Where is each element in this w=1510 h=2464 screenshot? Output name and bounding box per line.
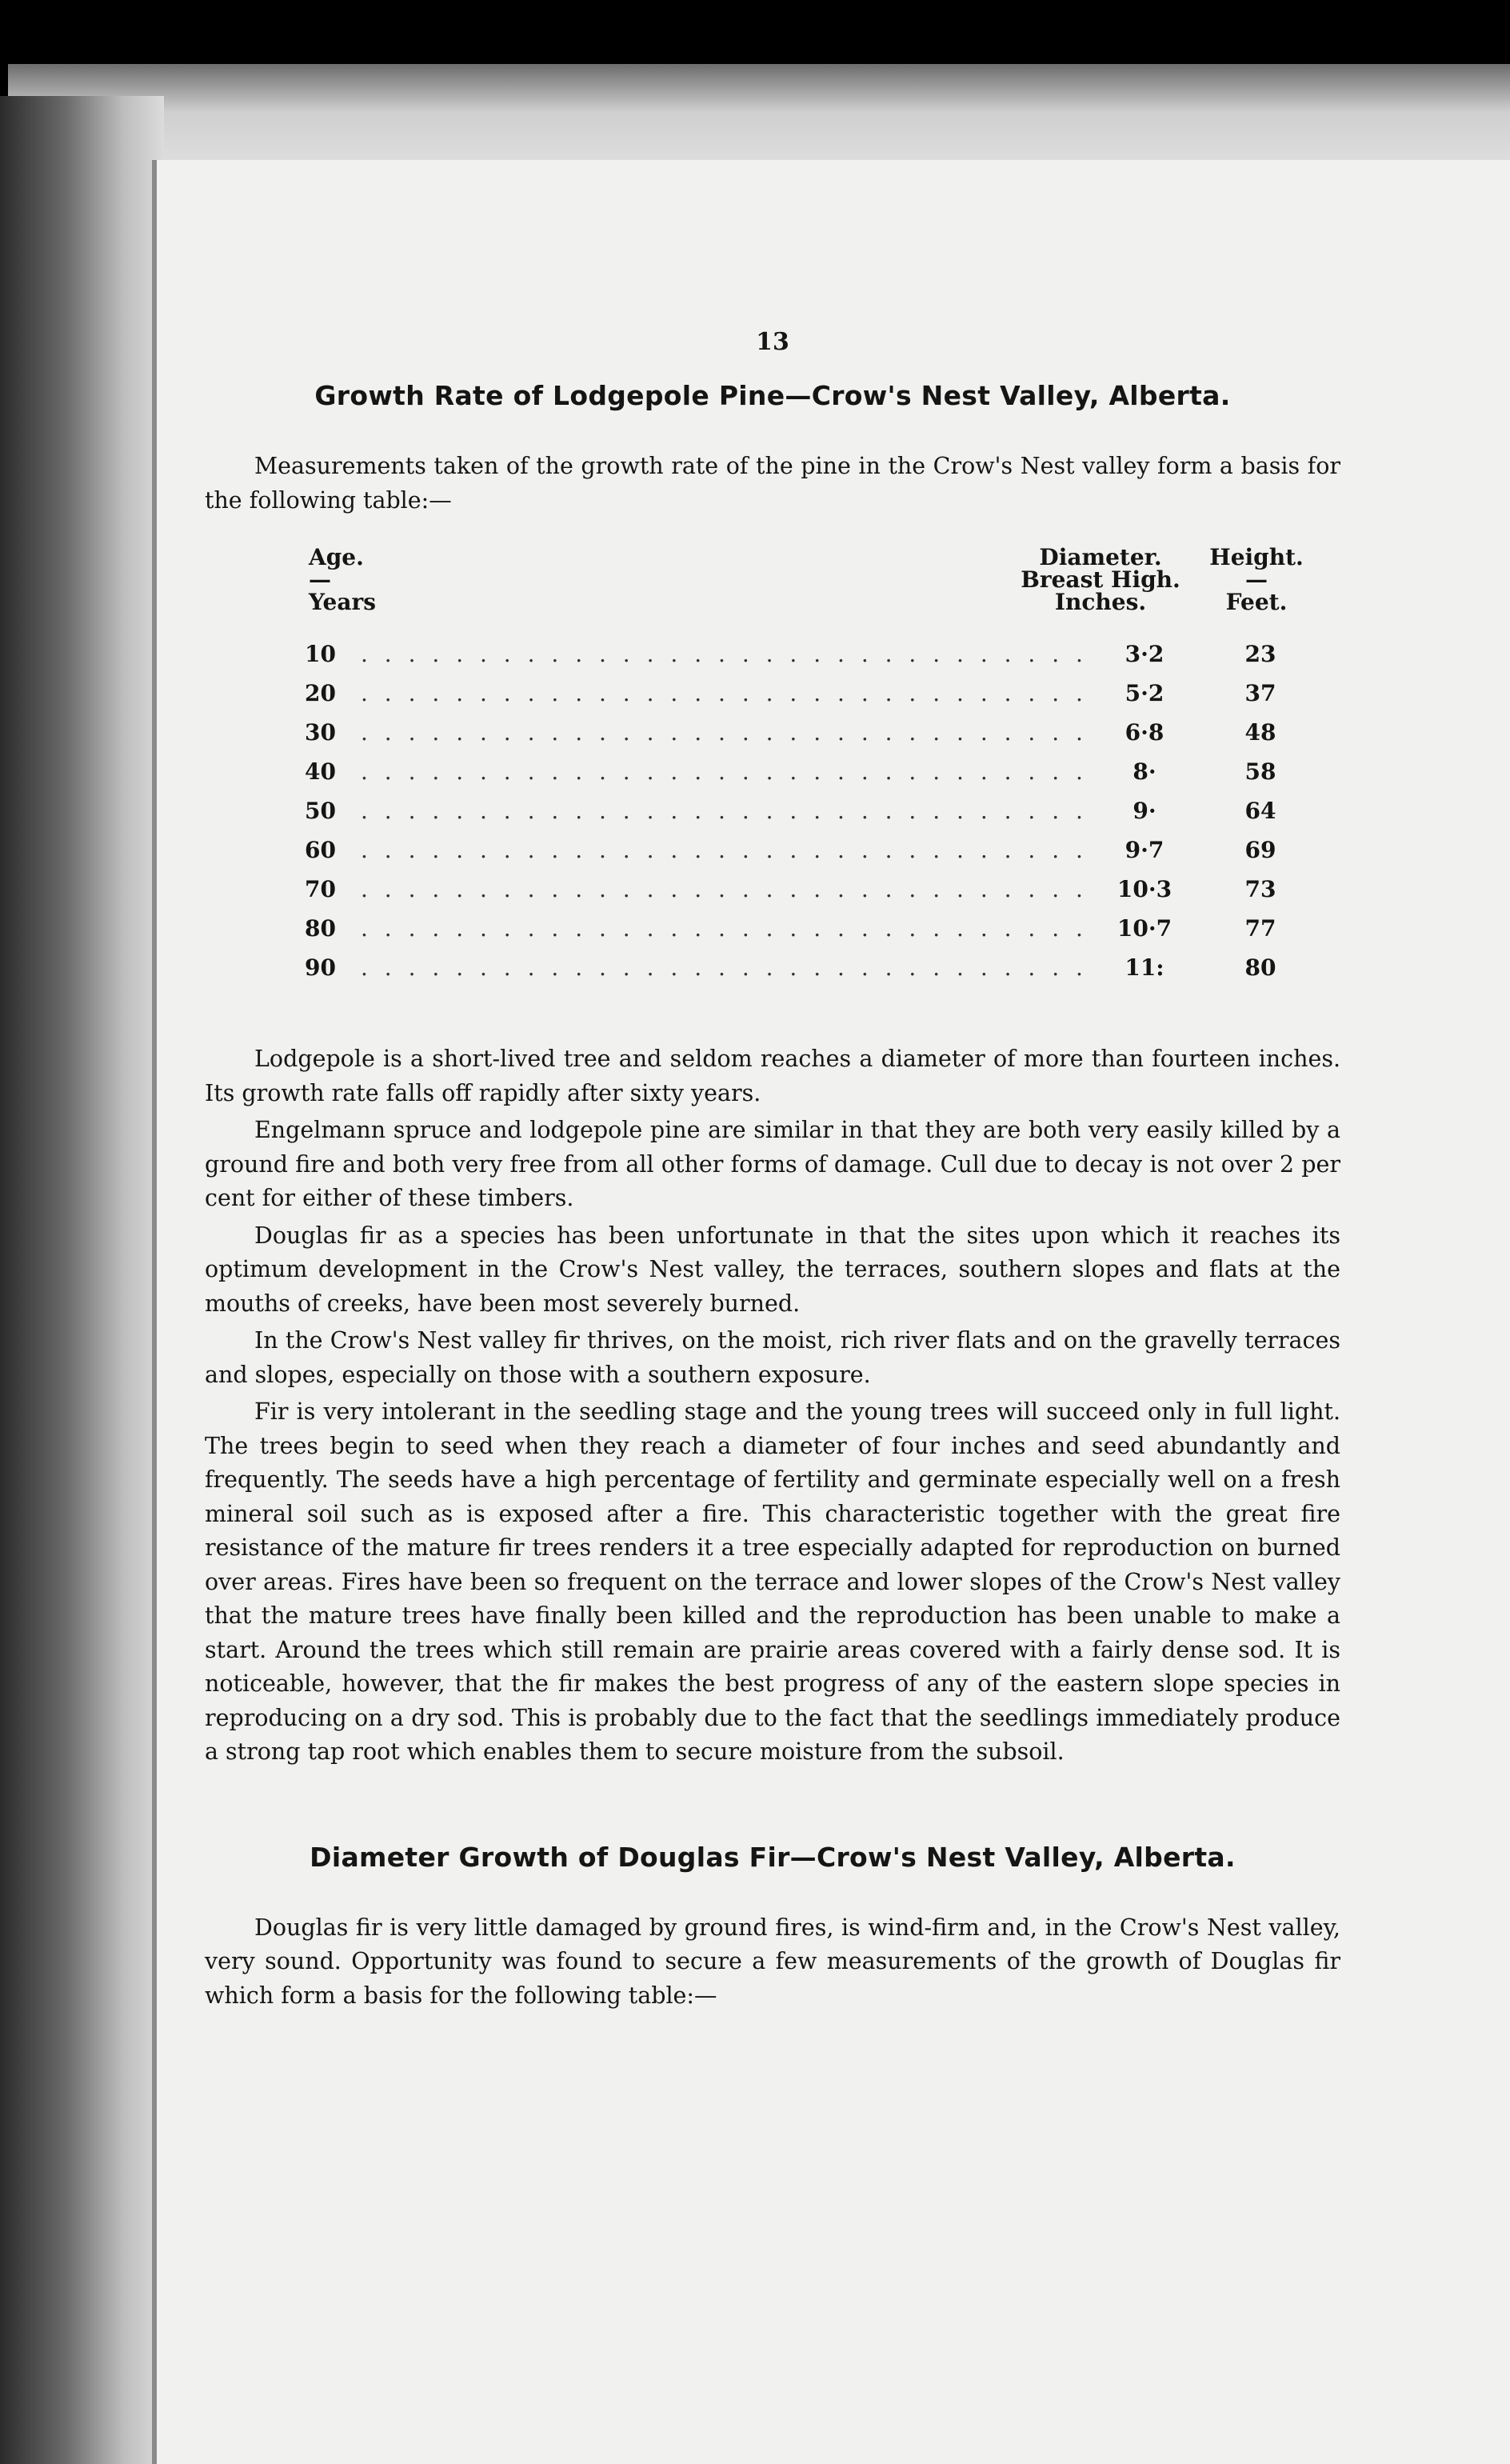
page-number: 13 — [756, 328, 789, 356]
cell-diameter: 9·7 — [1125, 837, 1164, 863]
table-row — [305, 791, 1328, 830]
header-age-label: Age. — [309, 544, 364, 570]
cell-diameter: 5·2 — [1125, 680, 1164, 706]
section-title-lodgepole: Growth Rate of Lodgepole Pine—Crow's Nest Valley, Alberta. — [314, 380, 1231, 411]
body-paragraph: Douglas fir as a species has been unfortunate in that the sites upon which it reaches its optimum development in the Crow's Nest valley, the terraces, southern slopes and flats at the mouths of creeks, have been most severely burned. — [205, 1222, 1340, 1317]
header-diameter-unit: Inches. — [1054, 589, 1147, 615]
cell-height: 73 — [1244, 876, 1276, 902]
table-row — [305, 948, 1328, 987]
cell-height: 23 — [1244, 641, 1276, 667]
table-row — [305, 909, 1328, 948]
cell-age: 40 — [305, 758, 336, 785]
leader-dots — [361, 954, 1097, 981]
table-row — [305, 870, 1328, 909]
leader-dots — [361, 641, 1097, 667]
cell-diameter: 8· — [1132, 758, 1156, 785]
leader-dots — [361, 758, 1097, 785]
header-age — [309, 544, 377, 615]
cell-age: 20 — [305, 680, 336, 706]
book-binding-left — [0, 96, 164, 2464]
table-body — [305, 634, 1328, 987]
cell-height: 37 — [1244, 680, 1276, 706]
cell-age: 90 — [305, 954, 336, 981]
table-row — [305, 752, 1328, 791]
header-diameter-label: Diameter. — [1039, 544, 1162, 570]
cell-diameter: 6·8 — [1125, 719, 1164, 746]
intro-paragraph: Measurements taken of the growth rate of the pine in the Crow's Nest valley form a basis for the following table:— — [205, 453, 1340, 514]
cell-age: 10 — [305, 641, 336, 667]
leader-dots — [361, 719, 1097, 746]
section-title-douglas-fir: Diameter Growth of Douglas Fir—Crow's Nest Valley, Alberta. — [310, 1841, 1236, 1873]
body-paragraph: In the Crow's Nest valley fir thrives, on the moist, rich river flats and on the gravelly terraces and slopes, especially on those with a southern exposure. — [205, 1327, 1340, 1388]
cell-height: 80 — [1244, 954, 1276, 981]
cell-height: 48 — [1244, 719, 1276, 746]
section-douglas-fir — [205, 1842, 1340, 2014]
table-row — [305, 713, 1328, 752]
cell-diameter: 10·7 — [1117, 915, 1172, 942]
header-height-unit: Feet. — [1225, 589, 1288, 615]
cell-height: 69 — [1244, 837, 1276, 863]
page-content — [205, 328, 1340, 2016]
header-age-unit: Years — [309, 589, 377, 615]
document-page — [152, 160, 1510, 2464]
lodgepole-growth-table — [205, 546, 1340, 1010]
header-age-dash: — — [309, 566, 331, 593]
table-row — [305, 830, 1328, 870]
leader-dots — [361, 837, 1097, 863]
body-paragraph: Fir is very intolerant in the seedling stage and the young trees will succeed only in full light. The trees begin to seed when they reach a diameter of four inches and seed abundantly and frequently. The seeds have a high percentage of fertility and germinate especially well on a fresh mineral soil such as is exposed after a fire. This characteristic together with the great fire resistance of the mature fir trees renders it a tree especially adapted for reproduction on burned over areas. Fires have been so frequent on the terrace and lower slopes of the Crow's Nest valley that the mature trees have finally been killed and the reproduction has been unable to make a start. Around the trees which still remain are prairie areas covered with a fairly dense sod. It is noticeable, however, that the fir makes the best progress of any of the eastern slope species in reproducing on a dry sod. This is probably due to the fact that the seedlings immediately produce a strong tap root which enables them to secure moisture from the subsoil. — [205, 1398, 1340, 1765]
header-height — [1188, 546, 1324, 614]
cell-age: 60 — [305, 837, 336, 863]
cell-diameter: 10·3 — [1117, 876, 1172, 902]
cell-age: 70 — [305, 876, 336, 902]
leader-dots — [361, 876, 1097, 902]
cell-height: 77 — [1244, 915, 1276, 942]
header-height-dash: — — [1245, 566, 1268, 593]
cell-age: 30 — [305, 719, 336, 746]
body-paragraph: Engelmann spruce and lodgepole pine are similar in that they are both very easily killed by a ground fire and both very free from all other forms of damage. Cull due to decay is not over 2 per cent for either of these timbers. — [205, 1117, 1340, 1211]
cell-age: 50 — [305, 798, 336, 824]
header-diameter — [1021, 546, 1180, 614]
leader-dots — [361, 915, 1097, 942]
cell-diameter: 9· — [1132, 798, 1156, 824]
cell-diameter: 11: — [1125, 954, 1164, 981]
body-paragraph: Lodgepole is a short-lived tree and seldom reaches a diameter of more than fourteen inches. Its growth rate falls off rapidly after sixty years. — [205, 1046, 1340, 1106]
intro-paragraph: Douglas fir is very little damaged by ground fires, is wind-firm and, in the Crow's Nest valley, very sound. Opportunity was found to secure a few measurements of the growth of Douglas fir which form a basis for the following table:— — [205, 1914, 1340, 2009]
table-row — [305, 634, 1328, 674]
cell-age: 80 — [305, 915, 336, 942]
leader-dots — [361, 798, 1097, 824]
table-row — [305, 674, 1328, 713]
header-height-label: Height. — [1209, 544, 1304, 570]
cell-height: 64 — [1244, 798, 1276, 824]
cell-height: 58 — [1244, 758, 1276, 785]
header-diameter-sub: Breast High. — [1021, 566, 1180, 593]
leader-dots — [361, 680, 1097, 706]
cell-diameter: 3·2 — [1125, 641, 1164, 667]
